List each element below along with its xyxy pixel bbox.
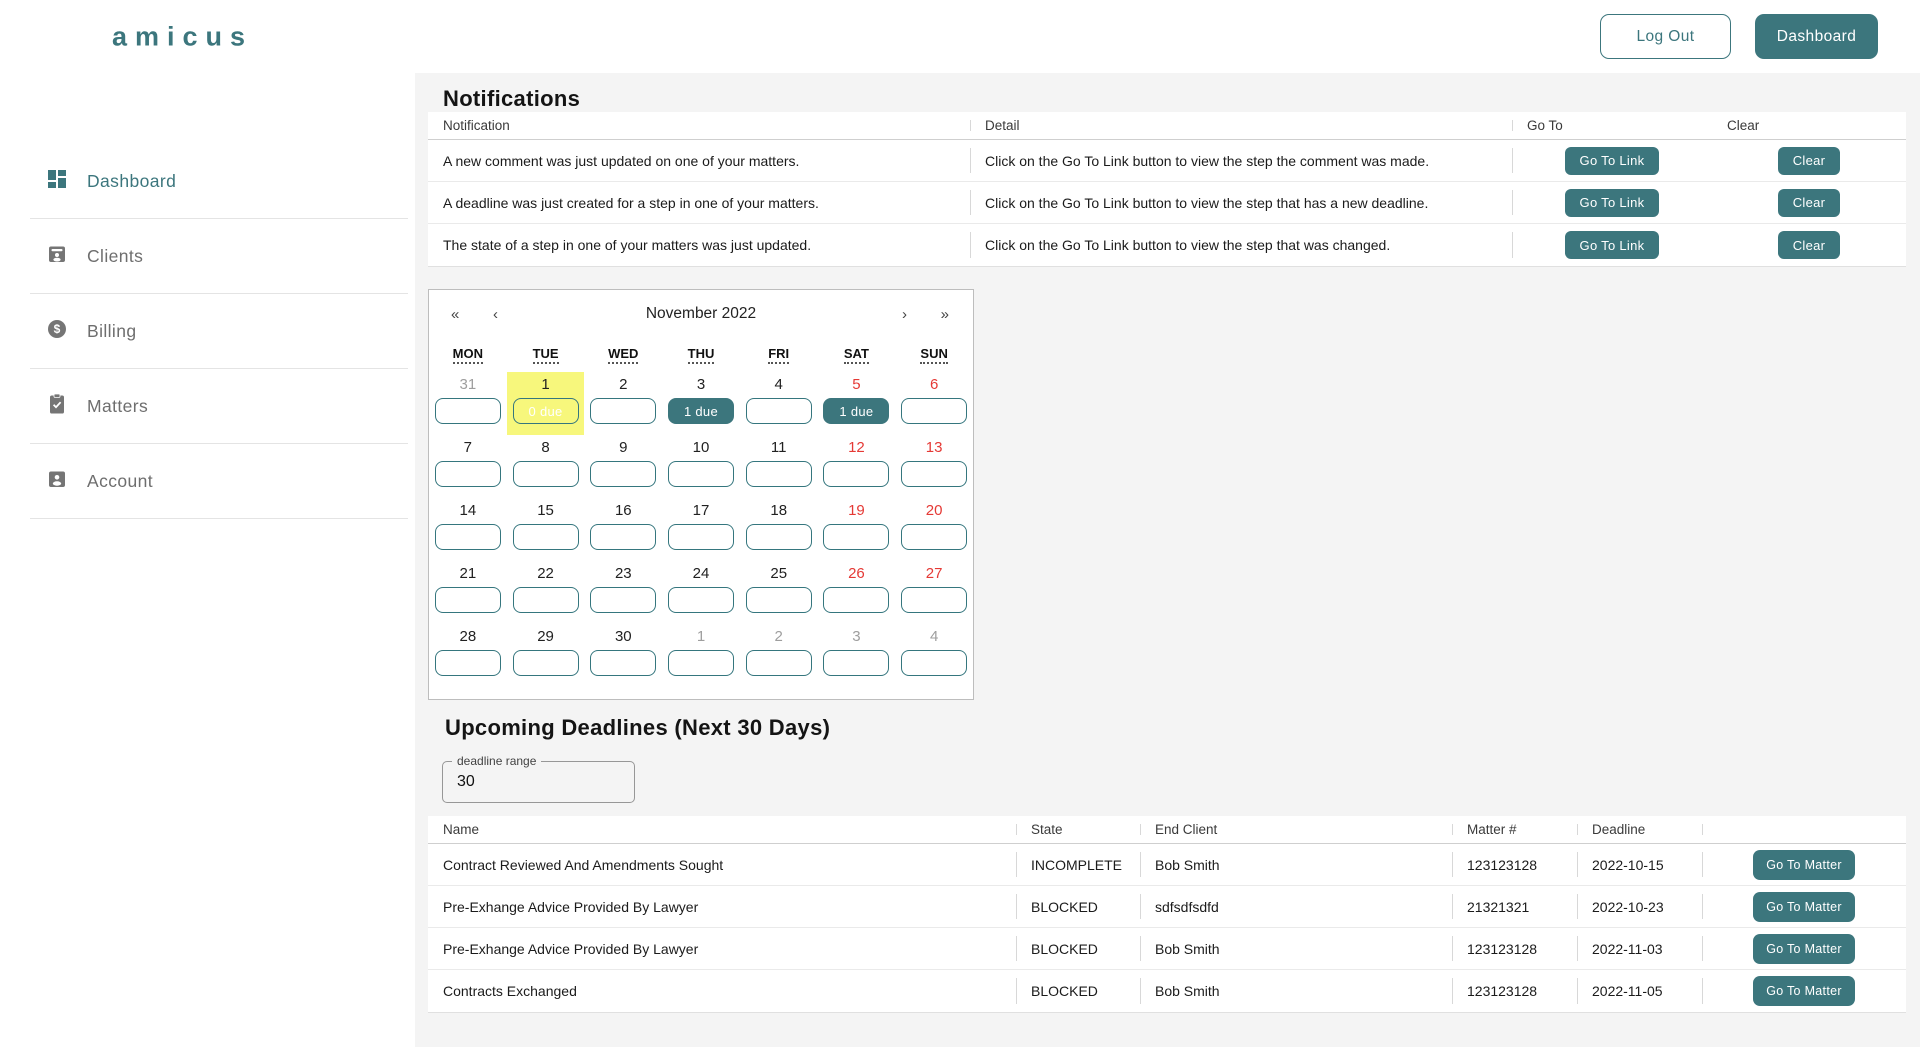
column-header-deadline: Deadline xyxy=(1577,816,1702,843)
calendar-day-number: 7 xyxy=(463,439,473,456)
calendar-day-number: 15 xyxy=(537,502,554,519)
deadline-end-client: Bob Smith xyxy=(1140,970,1452,1012)
clear-button[interactable]: Clear xyxy=(1778,147,1841,175)
deadline-row xyxy=(428,928,1906,970)
calendar-day-due-button[interactable]: 0 due xyxy=(513,398,579,424)
sidebar-item-label: Dashboard xyxy=(87,170,177,191)
sidebar-item-matters[interactable] xyxy=(30,369,408,444)
logout-button[interactable]: Log Out xyxy=(1600,14,1731,59)
calendar-day-number: 17 xyxy=(692,502,710,519)
calendar-day-button[interactable] xyxy=(901,461,967,487)
calendar-day-number: 6 xyxy=(929,376,939,393)
calendar-prev-year-button[interactable]: « xyxy=(451,296,459,332)
column-header-matter: Matter # xyxy=(1452,816,1577,843)
calendar-day-number: 14 xyxy=(459,502,477,519)
go-to-link-button[interactable]: Go To Link xyxy=(1565,231,1660,259)
deadline-end-client: sdfsdfsdfd xyxy=(1140,886,1452,927)
calendar xyxy=(428,289,974,700)
calendar-prev-month-button[interactable]: ‹ xyxy=(493,296,498,332)
deadlines-table-header xyxy=(428,816,1906,844)
amicus-logo: amicus xyxy=(112,21,254,51)
column-header-notification: Notification xyxy=(443,118,510,133)
calendar-day-number: 5 xyxy=(852,376,861,393)
calendar-day-button[interactable] xyxy=(746,524,812,550)
calendar-day-number: 24 xyxy=(692,565,710,582)
deadline-matter-number: 123123128 xyxy=(1452,928,1577,969)
calendar-day-number: 16 xyxy=(614,502,632,519)
notifications-table xyxy=(428,112,1906,267)
calendar-day-header: TUE xyxy=(533,346,559,364)
deadline-state: BLOCKED xyxy=(1016,928,1140,969)
calendar-day-number: 31 xyxy=(459,376,477,393)
calendar-day-button[interactable] xyxy=(513,524,579,550)
deadline-date: 2022-11-05 xyxy=(1577,970,1702,1012)
deadline-end-client: Bob Smith xyxy=(1140,928,1452,969)
deadline-range-input[interactable] xyxy=(443,762,634,802)
calendar-day-button[interactable] xyxy=(823,587,889,613)
calendar-day-headers xyxy=(429,346,973,364)
calendar-day-button[interactable] xyxy=(901,398,967,424)
calendar-day-header: WED xyxy=(608,346,638,364)
calendar-day-number: 26 xyxy=(848,565,865,582)
calendar-day-button[interactable] xyxy=(668,587,734,613)
sidebar xyxy=(0,73,415,1047)
top-bar xyxy=(0,0,1920,73)
calendar-day-number: 9 xyxy=(619,439,628,456)
calendar-day-number: 13 xyxy=(925,439,943,456)
top-actions xyxy=(1600,14,1878,59)
calendar-day-number: 25 xyxy=(770,565,788,582)
calendar-day-button[interactable] xyxy=(435,398,501,424)
calendar-day-cell xyxy=(584,624,662,687)
calendar-day-header: SUN xyxy=(920,346,947,364)
notification-row xyxy=(428,140,1906,182)
calendar-grid xyxy=(429,372,973,687)
notification-detail: Click on the Go To Link button to view the step that was changed. xyxy=(970,224,1512,266)
calendar-day-due-button[interactable]: 1 due xyxy=(668,398,734,424)
billing-icon xyxy=(45,317,69,346)
calendar-day-cell xyxy=(584,498,662,561)
deadline-name: Pre-Exhange Advice Provided By Lawyer xyxy=(443,940,699,957)
dashboard-button[interactable]: Dashboard xyxy=(1755,14,1878,59)
calendar-day-header: FRI xyxy=(768,346,789,364)
calendar-day-number: 21 xyxy=(459,565,477,582)
go-to-link-button[interactable]: Go To Link xyxy=(1565,147,1660,175)
calendar-day-cell xyxy=(740,561,818,624)
deadlines-table xyxy=(428,816,1906,1013)
calendar-day-cell xyxy=(818,561,896,624)
calendar-day-cell xyxy=(429,624,507,687)
notification-detail: Click on the Go To Link button to view the step the comment was made. xyxy=(970,140,1512,181)
calendar-day-cell xyxy=(662,372,740,435)
sidebar-item-billing[interactable] xyxy=(30,294,408,369)
calendar-day-button[interactable] xyxy=(901,524,967,550)
calendar-day-number: 22 xyxy=(537,565,554,582)
calendar-day-cell xyxy=(584,372,662,435)
go-to-matter-button[interactable]: Go To Matter xyxy=(1753,892,1855,922)
calendar-day-number: 2 xyxy=(619,376,628,393)
calendar-day-cell xyxy=(740,624,818,687)
calendar-day-cell xyxy=(740,435,818,498)
calendar-day-button[interactable] xyxy=(746,587,812,613)
calendar-day-button[interactable] xyxy=(590,524,656,550)
notifications-table-header xyxy=(428,112,1906,140)
sidebar-item-label: Clients xyxy=(87,245,144,266)
calendar-day-cell xyxy=(429,435,507,498)
calendar-day-cell xyxy=(895,372,973,435)
calendar-day-number: 2 xyxy=(774,628,783,645)
calendar-day-cell xyxy=(895,498,973,561)
calendar-day-button[interactable] xyxy=(513,587,579,613)
column-header-detail: Detail xyxy=(970,112,1512,139)
dashboard-icon xyxy=(45,167,69,196)
calendar-day-cell xyxy=(740,498,818,561)
sidebar-item-dashboard[interactable] xyxy=(30,144,408,219)
account-icon xyxy=(45,467,69,496)
deadline-matter-number: 123123128 xyxy=(1452,844,1577,885)
notification-detail: Click on the Go To Link button to view the step that has a new deadline. xyxy=(970,182,1512,223)
calendar-day-cell xyxy=(507,498,585,561)
calendar-day-button[interactable] xyxy=(590,587,656,613)
sidebar-item-account[interactable] xyxy=(30,444,408,519)
deadline-row xyxy=(428,970,1906,1012)
notification-row xyxy=(428,182,1906,224)
calendar-day-number: 12 xyxy=(848,439,865,456)
calendar-day-cell xyxy=(507,435,585,498)
calendar-day-button[interactable] xyxy=(668,650,734,676)
deadline-matter-number: 123123128 xyxy=(1452,970,1577,1012)
calendar-day-button[interactable] xyxy=(746,398,812,424)
matters-icon xyxy=(45,392,69,421)
calendar-day-button[interactable] xyxy=(823,461,889,487)
deadline-date: 2022-11-03 xyxy=(1577,928,1702,969)
calendar-day-button[interactable] xyxy=(513,650,579,676)
calendar-day-number: 4 xyxy=(929,628,939,645)
deadline-row xyxy=(428,886,1906,928)
calendar-day-button[interactable] xyxy=(435,587,501,613)
deadline-state: INCOMPLETE xyxy=(1016,844,1140,885)
main-content xyxy=(415,73,1920,1047)
sidebar-item-label: Account xyxy=(87,470,154,491)
calendar-next-month-button[interactable]: › xyxy=(902,296,907,332)
notification-text: A new comment was just updated on one of your matters. xyxy=(443,152,800,169)
calendar-day-cell xyxy=(584,435,662,498)
calendar-day-number: 4 xyxy=(774,376,783,393)
calendar-day-number: 23 xyxy=(614,565,632,582)
deadline-range-label: deadline range xyxy=(452,754,541,768)
calendar-day-number: 27 xyxy=(925,565,943,582)
calendar-day-number: 11 xyxy=(770,439,787,456)
calendar-day-cell xyxy=(507,561,585,624)
calendar-day-button[interactable] xyxy=(435,650,501,676)
clear-button[interactable]: Clear xyxy=(1778,189,1841,217)
svg-text:$: $ xyxy=(53,321,61,336)
calendar-day-cell xyxy=(584,561,662,624)
deadline-name: Contracts Exchanged xyxy=(443,983,577,999)
calendar-day-number: 8 xyxy=(541,439,550,456)
deadline-name: Contract Reviewed And Amendments Sought xyxy=(443,856,724,873)
calendar-day-cell xyxy=(895,561,973,624)
calendar-day-button[interactable] xyxy=(668,461,734,487)
calendar-day-cell xyxy=(429,372,507,435)
deadline-range-field xyxy=(442,754,635,803)
calendar-day-button[interactable] xyxy=(823,650,889,676)
calendar-day-number: 28 xyxy=(459,628,477,645)
calendar-day-cell xyxy=(662,435,740,498)
calendar-day-number: 1 xyxy=(696,628,706,645)
calendar-day-number: 10 xyxy=(692,439,710,456)
calendar-day-button[interactable] xyxy=(513,461,579,487)
calendar-day-cell xyxy=(662,624,740,687)
deadline-row xyxy=(428,844,1906,886)
calendar-day-number: 29 xyxy=(537,628,554,645)
clear-button[interactable]: Clear xyxy=(1778,231,1841,259)
column-header-state: State xyxy=(1016,816,1140,843)
calendar-day-number: 1 xyxy=(541,376,550,393)
calendar-day-cell xyxy=(895,624,973,687)
column-header-clear: Clear xyxy=(1727,118,1760,133)
calendar-day-number: 3 xyxy=(696,376,706,393)
calendar-day-cell xyxy=(818,498,896,561)
calendar-day-button[interactable] xyxy=(746,461,812,487)
sidebar-item-label: Matters xyxy=(87,395,149,416)
calendar-day-cell xyxy=(507,624,585,687)
notification-text: The state of a step in one of your matters was just updated. xyxy=(443,237,812,253)
calendar-day-header: THU xyxy=(688,346,715,364)
calendar-day-cell xyxy=(662,561,740,624)
deadline-date: 2022-10-15 xyxy=(1577,844,1702,885)
deadline-end-client: Bob Smith xyxy=(1140,844,1452,885)
column-header-actions xyxy=(1702,816,1906,843)
deadlines-title: Upcoming Deadlines (Next 30 Days) xyxy=(445,715,831,740)
calendar-day-button[interactable] xyxy=(590,398,656,424)
clients-icon xyxy=(45,242,69,271)
calendar-day-number: 20 xyxy=(925,502,943,519)
go-to-matter-button[interactable]: Go To Matter xyxy=(1753,850,1855,880)
calendar-day-due-button[interactable]: 1 due xyxy=(823,398,889,424)
column-header-end-client: End Client xyxy=(1140,816,1452,843)
calendar-day-cell xyxy=(818,624,896,687)
deadline-date: 2022-10-23 xyxy=(1577,886,1702,927)
calendar-day-header: MON xyxy=(453,346,483,364)
sidebar-nav xyxy=(0,73,415,519)
go-to-matter-button[interactable]: Go To Matter xyxy=(1753,934,1855,964)
notification-row xyxy=(428,224,1906,266)
column-header-name: Name xyxy=(443,822,480,837)
calendar-day-number: 19 xyxy=(848,502,865,519)
calendar-day-number: 3 xyxy=(852,628,861,645)
calendar-day-header: SAT xyxy=(844,346,869,364)
calendar-day-cell xyxy=(895,435,973,498)
calendar-month-title: November 2022 xyxy=(645,305,757,322)
calendar-day-cell xyxy=(429,498,507,561)
column-header-goto: Go To xyxy=(1512,112,1712,139)
calendar-day-button[interactable] xyxy=(435,461,501,487)
sidebar-item-clients[interactable] xyxy=(30,219,408,294)
deadline-state: BLOCKED xyxy=(1016,970,1140,1012)
go-to-link-button[interactable]: Go To Link xyxy=(1565,189,1660,217)
deadline-name: Pre-Exhange Advice Provided By Lawyer xyxy=(443,898,699,915)
go-to-matter-button[interactable]: Go To Matter xyxy=(1753,976,1855,1006)
calendar-day-button[interactable] xyxy=(823,524,889,550)
calendar-next-year-button[interactable]: » xyxy=(941,296,949,332)
calendar-day-cell xyxy=(818,435,896,498)
calendar-day-button[interactable] xyxy=(590,461,656,487)
calendar-day-button[interactable] xyxy=(746,650,812,676)
notifications-title: Notifications xyxy=(443,86,581,111)
calendar-day-button[interactable] xyxy=(901,587,967,613)
calendar-day-button[interactable] xyxy=(435,524,501,550)
calendar-day-button[interactable] xyxy=(901,650,967,676)
calendar-day-cell xyxy=(662,498,740,561)
deadline-matter-number: 21321321 xyxy=(1452,886,1577,927)
deadline-state: BLOCKED xyxy=(1016,886,1140,927)
calendar-day-cell xyxy=(818,372,896,435)
calendar-day-cell xyxy=(429,561,507,624)
calendar-day-button[interactable] xyxy=(668,524,734,550)
calendar-day-number: 30 xyxy=(614,628,632,645)
notification-text: A deadline was just created for a step in one of your matters. xyxy=(443,194,819,211)
calendar-day-number: 18 xyxy=(770,502,788,519)
calendar-nav xyxy=(429,296,973,332)
calendar-day-cell xyxy=(507,372,585,435)
sidebar-item-label: Billing xyxy=(87,320,137,341)
calendar-day-button[interactable] xyxy=(590,650,656,676)
calendar-day-cell xyxy=(740,372,818,435)
